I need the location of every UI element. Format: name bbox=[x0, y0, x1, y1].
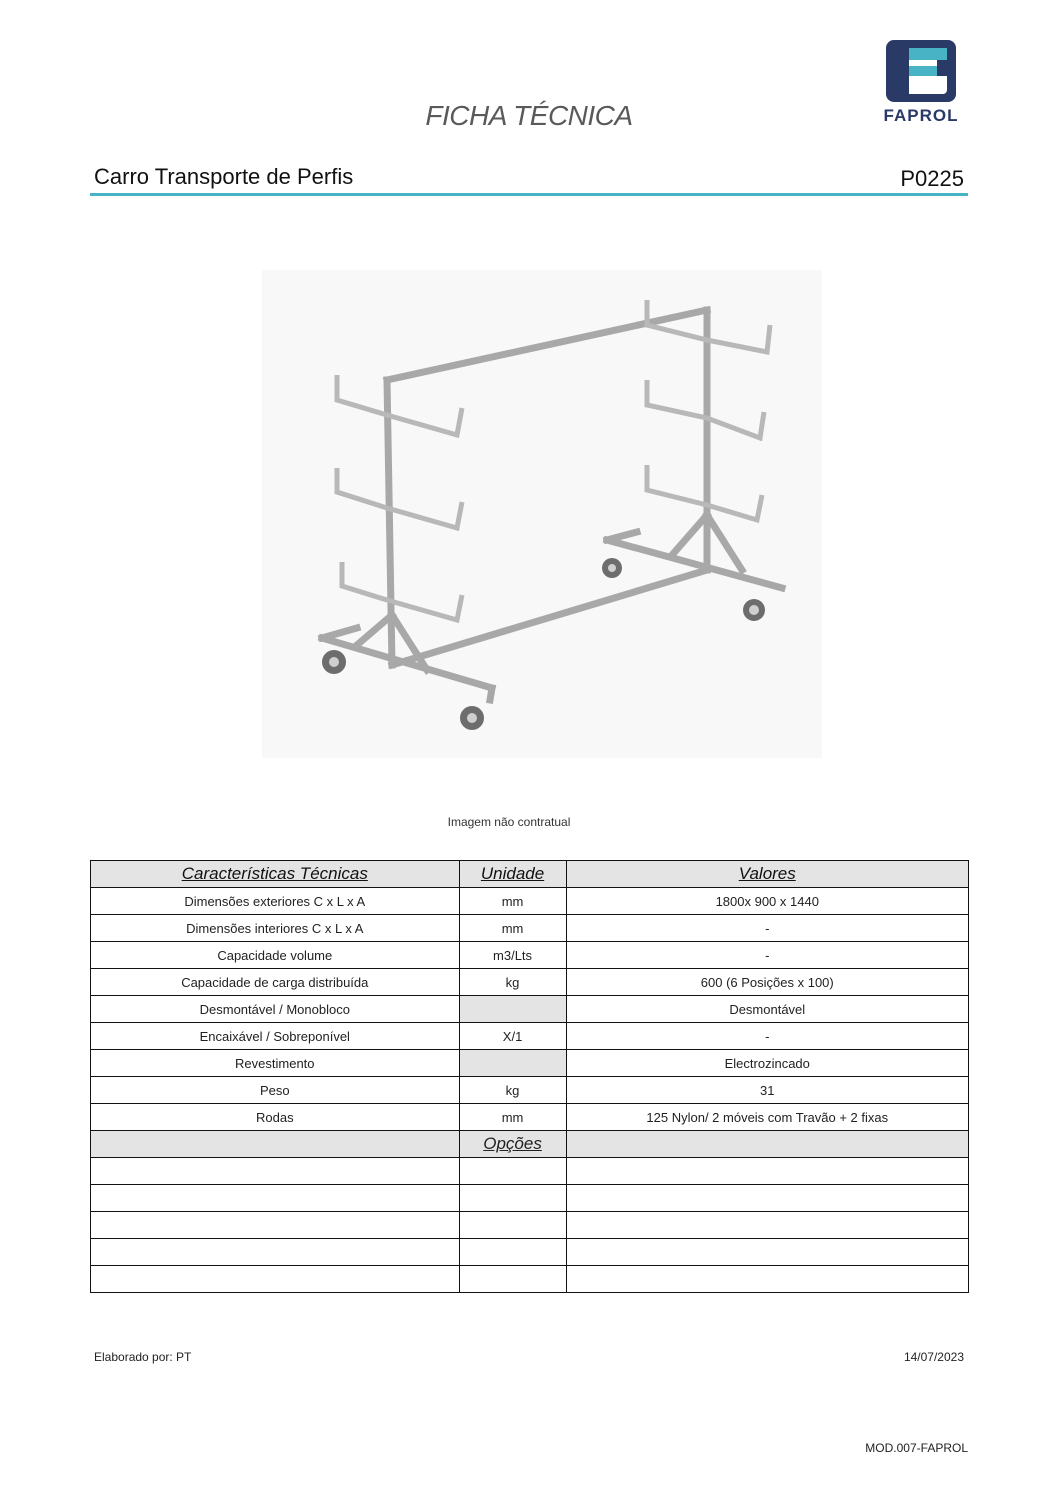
table-row bbox=[91, 1050, 969, 1077]
empty-option-row bbox=[91, 1266, 969, 1293]
row-unit: mm bbox=[459, 915, 566, 942]
row-value: - bbox=[566, 915, 968, 942]
empty-option-row bbox=[91, 1212, 969, 1239]
row-value: - bbox=[566, 942, 968, 969]
footer-model: MOD.007-FAPROL bbox=[865, 1441, 968, 1455]
row-label: Dimensões interiores C x L x A bbox=[91, 915, 460, 942]
header-values: Valores bbox=[566, 861, 968, 888]
row-unit: mm bbox=[459, 888, 566, 915]
row-unit: m3/Lts bbox=[459, 942, 566, 969]
table-row bbox=[91, 915, 969, 942]
document-title: FICHA TÉCNICA bbox=[425, 100, 633, 131]
row-label: Capacidade volume bbox=[91, 942, 460, 969]
product-name: Carro Transporte de Perfis bbox=[94, 164, 354, 189]
row-label: Capacidade de carga distribuída bbox=[91, 969, 460, 996]
faprol-logo bbox=[872, 38, 970, 128]
footer-author: Elaborado por: PT bbox=[94, 1350, 192, 1364]
row-value: Electrozincado bbox=[566, 1050, 968, 1077]
row-unit: mm bbox=[459, 1104, 566, 1131]
faprol-logo-icon bbox=[872, 38, 970, 108]
row-value: - bbox=[566, 1023, 968, 1050]
table-row bbox=[91, 888, 969, 915]
header-unit: Unidade bbox=[459, 861, 566, 888]
row-label: Desmontável / Monobloco bbox=[91, 996, 460, 1023]
row-value: 125 Nylon/ 2 móveis com Travão + 2 fixas bbox=[566, 1104, 968, 1131]
row-label: Encaixável / Sobreponível bbox=[91, 1023, 460, 1050]
table-header-row bbox=[91, 861, 969, 888]
row-value: 1800x 900 x 1440 bbox=[566, 888, 968, 915]
row-unit bbox=[459, 996, 566, 1023]
row-label: Peso bbox=[91, 1077, 460, 1104]
row-unit: kg bbox=[459, 969, 566, 996]
row-unit: X/1 bbox=[459, 1023, 566, 1050]
row-label: Dimensões exteriores C x L x A bbox=[91, 888, 460, 915]
options-header-row bbox=[91, 1131, 969, 1158]
row-value: 31 bbox=[566, 1077, 968, 1104]
product-image bbox=[262, 270, 822, 758]
table-row bbox=[91, 1023, 969, 1050]
table-row bbox=[91, 969, 969, 996]
row-unit bbox=[459, 1050, 566, 1077]
row-value: 600 (6 Posições x 100) bbox=[566, 969, 968, 996]
table-row bbox=[91, 1077, 969, 1104]
cart-illustration bbox=[262, 270, 822, 758]
table-row bbox=[91, 942, 969, 969]
footer-date: 14/07/2023 bbox=[903, 1350, 964, 1364]
header-characteristics: Características Técnicas bbox=[91, 861, 460, 888]
product-code: P0225 bbox=[900, 166, 964, 191]
options-blank-cell bbox=[91, 1131, 460, 1158]
row-value: Desmontável bbox=[566, 996, 968, 1023]
row-label: Rodas bbox=[91, 1104, 460, 1131]
row-label: Revestimento bbox=[91, 1050, 460, 1077]
table-row bbox=[91, 1104, 969, 1131]
empty-option-row bbox=[91, 1239, 969, 1266]
options-blank-cell bbox=[566, 1131, 968, 1158]
specs-table bbox=[90, 860, 969, 1293]
header-rule bbox=[90, 193, 968, 196]
empty-option-row bbox=[91, 1185, 969, 1212]
image-caption: Imagem não contratual bbox=[447, 815, 571, 829]
empty-option-row bbox=[91, 1158, 969, 1185]
row-unit: kg bbox=[459, 1077, 566, 1104]
table-row bbox=[91, 996, 969, 1023]
options-title: Opções bbox=[459, 1131, 566, 1158]
logo-name: FAPROL bbox=[883, 106, 959, 125]
